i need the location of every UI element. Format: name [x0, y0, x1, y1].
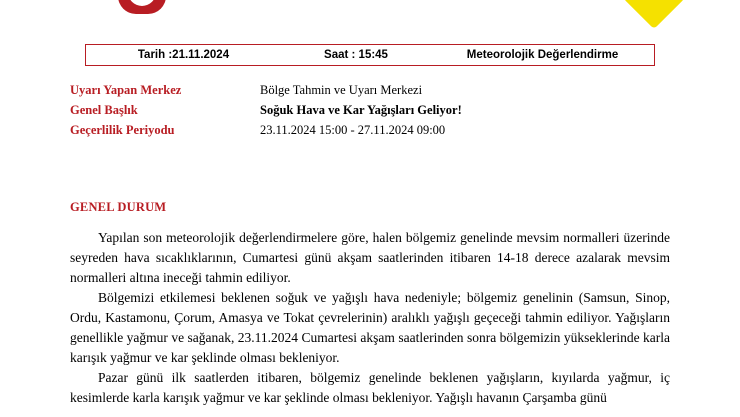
info-label-title: Genel Başlık: [70, 103, 138, 117]
info-value-validity: 23.11.2024 15:00 - 27.11.2024 09:00: [260, 123, 446, 137]
body-text: [70, 228, 670, 408]
logo-row: [0, 0, 740, 32]
info-row: [70, 102, 670, 118]
tr-flag-emblem-icon: [118, 0, 166, 14]
info-value-title: Soğuk Hava ve Kar Yağışları Geliyor!: [260, 103, 462, 117]
section-title-genel-durum: GENEL DURUM: [70, 200, 167, 214]
info-block: [70, 82, 670, 142]
paragraph: Bölgemizi etkilemesi beklenen soğuk ve yağışlı hava nedeniyle; bölgemiz genelinin (Samsun, Sinop, Ordu, Kastamonu, Çorum, Amasya ve Tokat çevrelerinin) aralıklı yağışlı geçeceği tahmin ediliyor. Yağışların genellikle yağmur ve sağanak, 23.11.2024 Cumartesi akşam saatlerinden sonra bölgemizin yükseklerinde karla karışık yağmur ve kar şeklinde olması bekleniyor.: [70, 290, 670, 365]
header-type: Meteorolojik Değerlendirme: [466, 49, 619, 61]
header-bar: [85, 44, 655, 66]
mgm-shield-icon: [632, 0, 676, 24]
mgm-shield-label: [643, 0, 665, 8]
paragraph: Yapılan son meteorolojik değerlendirmelere göre, halen bölgemiz genelinde mevsim normalleri üzerinde seyreden hava sıcaklıklarının, Cumartesi günü akşam saatlerinden itibaren 14-18 derece azalarak mevsim normalleri altına ineceği tahmin ediliyor.: [70, 230, 670, 285]
info-value-center: Bölge Tahmin ve Uyarı Merkezi: [260, 83, 423, 97]
info-row: [70, 122, 670, 138]
header-date: Tarih :21.11.2024: [137, 49, 230, 61]
paragraph: Pazar günü ilk saatlerden itibaren, bölgemiz genelinde beklenen yağışların, kıyılarda yağmur, iç kesimlerde karla karışık yağmur ve kar şeklinde olması bekleniyor. Yağışlı havanın Çarşamba günü: [70, 370, 670, 405]
info-label-center: Uyarı Yapan Merkez: [70, 83, 182, 97]
info-row: [70, 82, 670, 98]
header-time: Saat : 15:45: [324, 49, 388, 61]
info-label-validity: Geçerlilik Periyodu: [70, 123, 175, 137]
